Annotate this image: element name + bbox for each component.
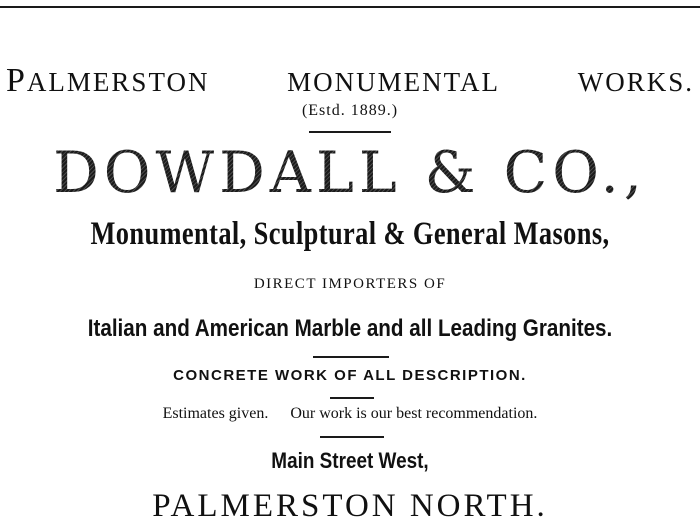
materials-line: Italian and American Marble and all Leading Granites.	[87, 315, 613, 342]
estimates-line	[0, 405, 700, 423]
advert-header	[6, 62, 694, 102]
divider-rule	[309, 131, 391, 133]
divider-rule	[320, 436, 384, 438]
header-works: WORKS.	[577, 67, 694, 97]
trades-line: Monumental, Sculptural & General Masons,	[90, 216, 610, 252]
street-address: Main Street West,	[271, 448, 429, 473]
estimates-text: Estimates given.	[162, 405, 269, 422]
firm-name	[0, 136, 700, 210]
header-monumental: MONUMENTAL	[287, 67, 500, 97]
divider-rule	[330, 397, 374, 399]
top-border-rule	[0, 6, 700, 8]
firm-name-text: DOWDALL & CO.,	[53, 140, 647, 206]
slogan-text: Our work is our best recommendation.	[290, 405, 538, 422]
divider-rule	[313, 356, 389, 358]
concrete-line: CONCRETE WORK OF ALL DESCRIPTION.	[173, 367, 527, 384]
established-date: (Estd. 1889.)	[301, 102, 399, 119]
header-palmerston: PALMERSTON	[6, 62, 210, 99]
importers-line: DIRECT IMPORTERS OF	[253, 276, 447, 292]
town-name: PALMERSTON NORTH.	[152, 488, 548, 524]
